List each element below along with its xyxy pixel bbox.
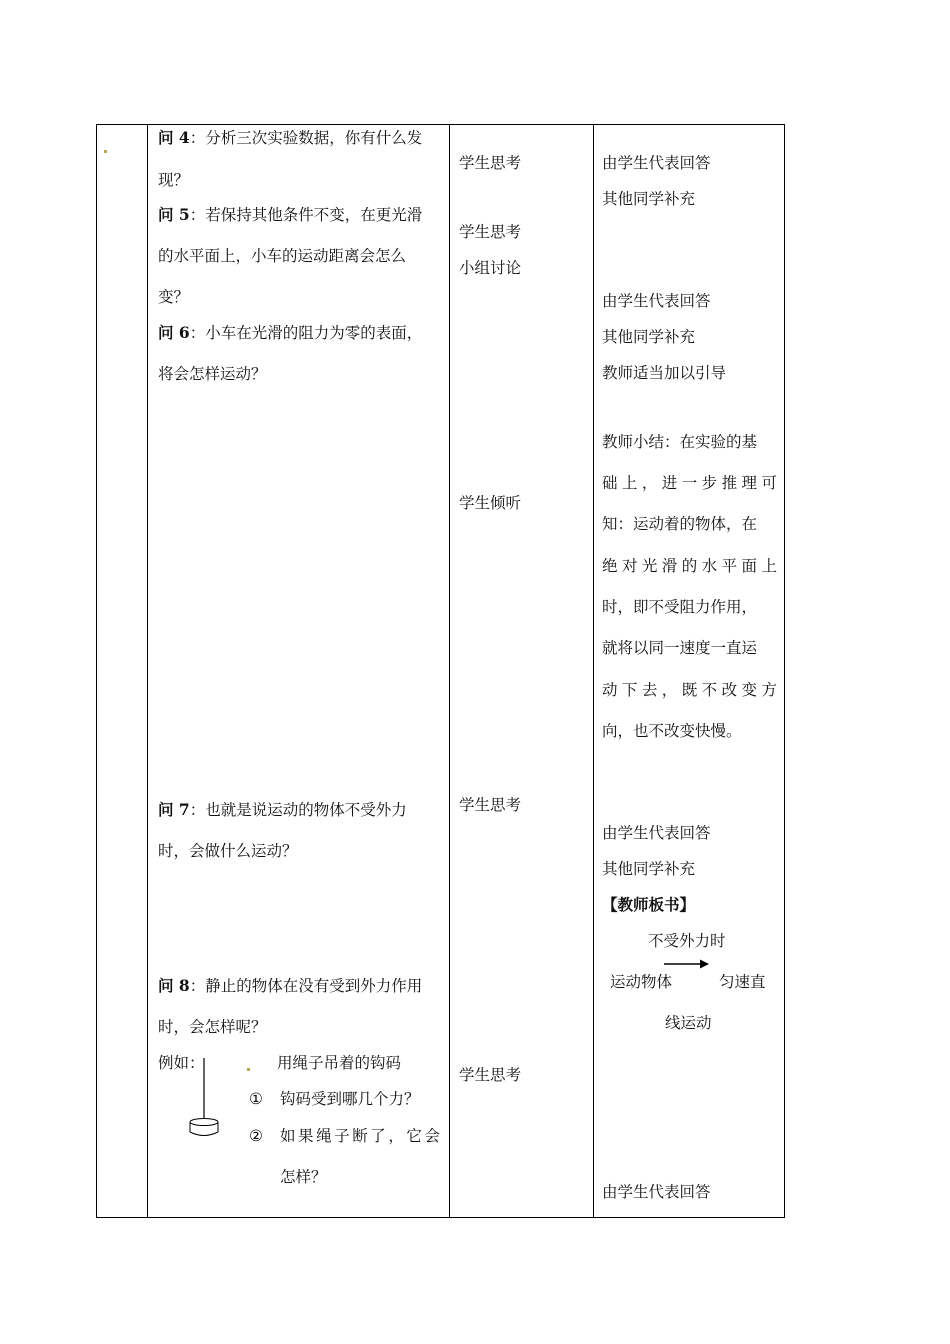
board-result-line-2: 线运动 xyxy=(665,1014,712,1032)
table-col-border-1 xyxy=(147,124,148,1218)
hanging-weight-figure xyxy=(186,1056,226,1140)
table-bottom-border xyxy=(96,1217,785,1218)
summary-line-2-text: 础上，进一步推理可 xyxy=(602,474,777,492)
activity-think-4: 学生思考 xyxy=(459,1066,522,1084)
board-subject: 运动物体 xyxy=(610,973,673,991)
activity-think-2: 学生思考 xyxy=(459,223,522,241)
question-5-line-2: 的水平面上，小车的运动距离会怎么 xyxy=(158,247,407,265)
summary-line-3: 知：运动着的物体，在 xyxy=(602,515,758,533)
question-7-text: ：也就是说运动的物体不受外力 xyxy=(189,801,407,819)
summary-line-6: 就将以同一速度一直运 xyxy=(602,639,758,657)
summary-line-7 xyxy=(602,680,777,700)
question-4-label: 问 4 xyxy=(158,128,190,147)
example-item-1-number: ① xyxy=(249,1090,263,1108)
board-result-line-1: 匀速直 xyxy=(719,973,766,991)
summary-line-7-text: 动下去，既不改变方 xyxy=(602,681,777,699)
example-item-2-number: ② xyxy=(249,1127,263,1145)
board-heading: 【教师板书】 xyxy=(602,895,696,914)
summary-line-2 xyxy=(602,473,777,493)
table-col-border-3 xyxy=(593,124,594,1218)
column-marker xyxy=(104,150,107,153)
table-col-border-4 xyxy=(784,124,785,1218)
activity-listen: 学生倾听 xyxy=(459,494,522,512)
question-8-line-2: 时，会怎样呢？ xyxy=(158,1018,267,1036)
question-6-line-2: 将会怎样运动？ xyxy=(158,365,267,383)
question-7-line-2: 时，会做什么运动？ xyxy=(158,842,298,860)
question-5-line-1 xyxy=(158,205,422,225)
example-title: 用绳子吊着的钩码 xyxy=(277,1054,402,1072)
table-top-border xyxy=(96,124,785,125)
board-condition: 不受外力时 xyxy=(648,932,726,950)
question-4-text: ：分析三次实验数据，你有什么发 xyxy=(189,129,423,147)
response-7: 其他同学补充 xyxy=(602,860,696,878)
question-6-label: 问 6 xyxy=(158,323,190,342)
example-item-2-line-1: 如果绳子断了，它会 xyxy=(280,1127,440,1145)
response-6: 由学生代表回答 xyxy=(602,824,711,842)
activity-think-1: 学生思考 xyxy=(459,154,522,172)
activity-group-discussion: 小组讨论 xyxy=(459,259,522,277)
question-4-line-2: 现？ xyxy=(158,171,190,189)
example-item-1-text: 钩码受到哪几个力？ xyxy=(280,1090,420,1108)
summary-line-8: 向，也不改变快慢。 xyxy=(602,722,742,740)
question-5-label: 问 5 xyxy=(158,205,190,224)
response-8: 由学生代表回答 xyxy=(602,1183,711,1201)
question-6-line-1 xyxy=(158,323,422,343)
response-3: 由学生代表回答 xyxy=(602,292,711,310)
table-col-border-2 xyxy=(449,124,450,1218)
summary-line-1: 教师小结：在实验的基 xyxy=(602,433,758,451)
arrow-right-icon xyxy=(664,958,710,970)
question-5-line-3: 变？ xyxy=(158,288,190,306)
response-4: 其他同学补充 xyxy=(602,328,696,346)
table-col-border-0 xyxy=(96,124,97,1218)
example-label: 例如： xyxy=(158,1054,205,1072)
summary-line-5: 时，即不受阻力作用， xyxy=(602,598,758,616)
example-item-2-text xyxy=(280,1126,440,1146)
example-item-2-line-2: 怎样？ xyxy=(280,1168,327,1186)
question-8-label: 问 8 xyxy=(158,976,190,995)
question-8-text: ：静止的物体在没有受到外力作用 xyxy=(189,977,423,995)
question-7-label: 问 7 xyxy=(158,800,190,819)
question-5-text: ：若保持其他条件不变，在更光滑 xyxy=(189,206,423,224)
summary-line-4-text: 绝对光滑的水平面上 xyxy=(602,557,777,575)
response-1: 由学生代表回答 xyxy=(602,154,711,172)
response-2: 其他同学补充 xyxy=(602,190,696,208)
question-7-line-1 xyxy=(158,800,407,820)
question-4-line-1 xyxy=(158,128,422,148)
question-8-line-1 xyxy=(158,976,422,996)
example-bullet xyxy=(247,1068,250,1071)
question-6-text: ：小车在光滑的阻力为零的表面， xyxy=(189,324,423,342)
summary-line-4 xyxy=(602,556,777,576)
response-5: 教师适当加以引导 xyxy=(602,364,727,382)
activity-think-3: 学生思考 xyxy=(459,796,522,814)
